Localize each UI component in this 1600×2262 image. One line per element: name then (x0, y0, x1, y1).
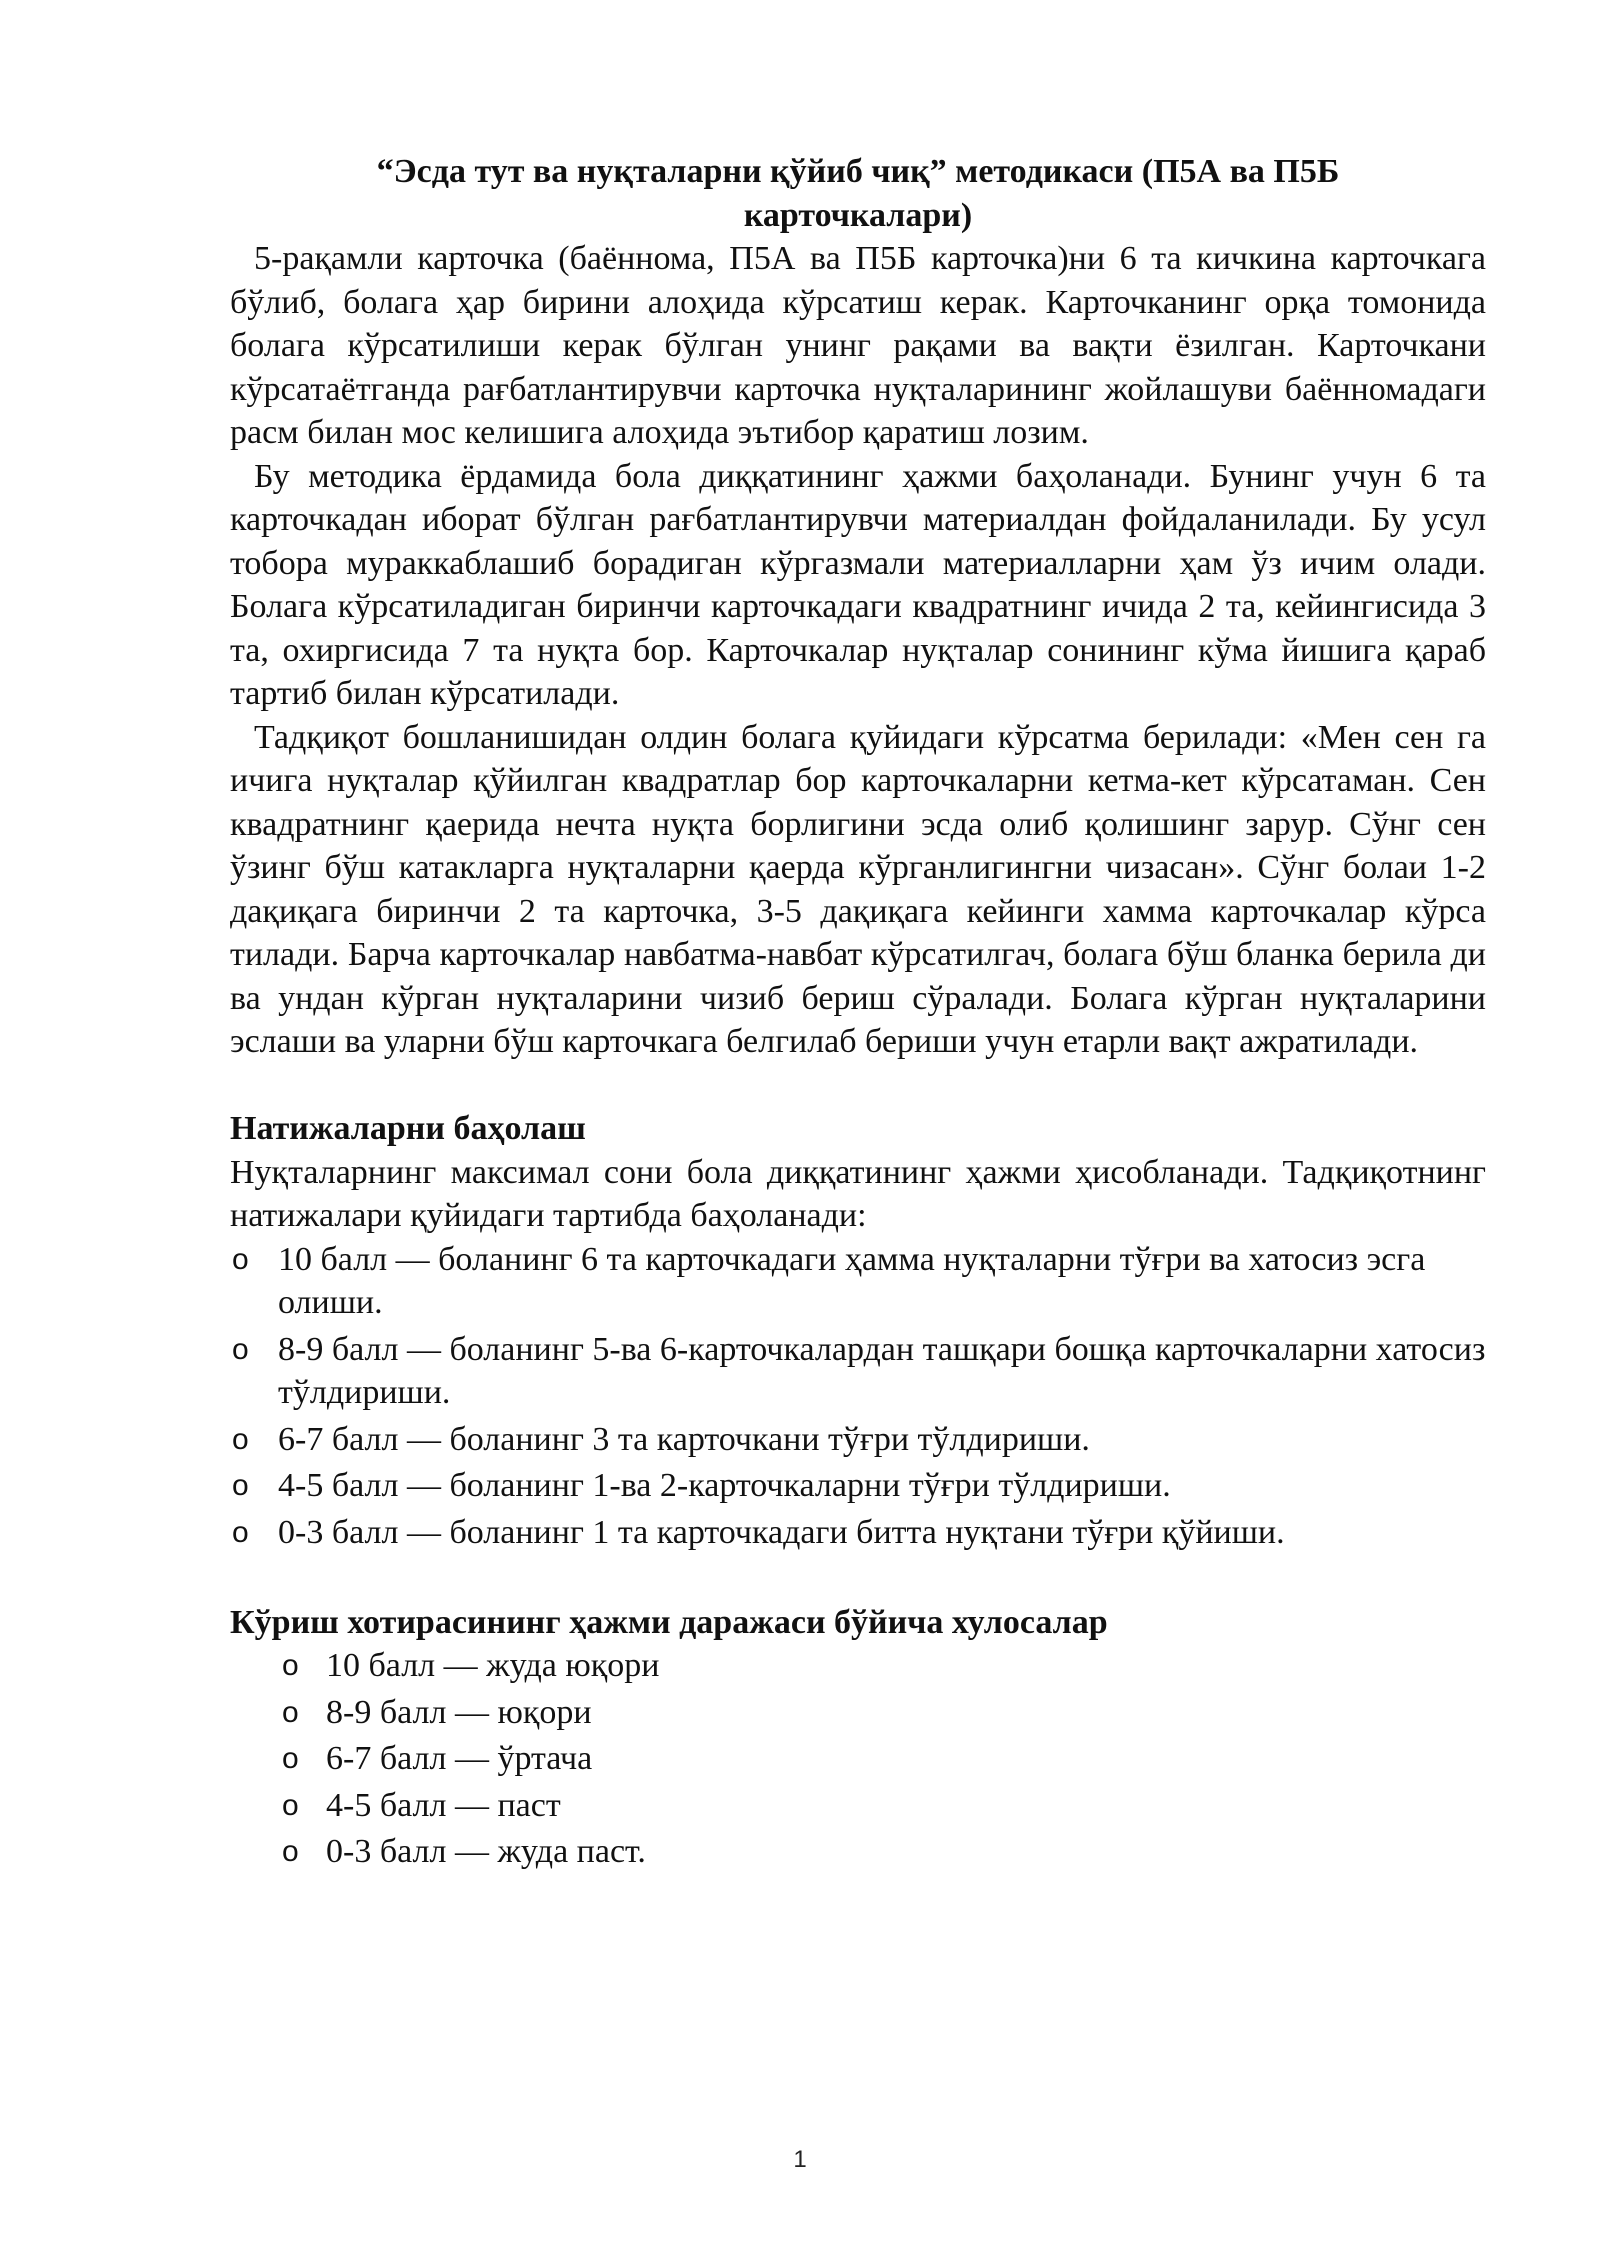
list-item-text: 4-5 балл — паст (326, 1786, 561, 1824)
bullet-marker: o (282, 1695, 299, 1729)
bullet-marker: o (282, 1742, 299, 1775)
conclusions-heading: Кўриш хотирасининг ҳажми даражаси бўйича хулосалар (230, 1603, 1108, 1641)
conclusions-list (230, 1644, 1486, 1874)
page-content (230, 150, 1486, 1877)
list-item (230, 1644, 1486, 1688)
paragraph-2: Бу методика ёрдамида бола диққатининг ҳажми баҳоланади. Бунинг учун 6 та карточкадан иборат бўлган рағбатлантирувчи материалдан фойдаланилади. Бу усул тобора мураккаблашиб борадиган кўргазмали материалларни ҳам ўз ичим олади. Болага кўрсатиладиган биринчи карточкадаги квадратнинг ичида 2 та, кейингисида 3 та, охиргисида 7 та нуқта бор. Карточкалар нуқталар сонининг кўма йишига қараб тартиб билан кўрсатилади. (230, 457, 1486, 712)
list-item-text: 8-9 балл — юқори (326, 1693, 592, 1731)
list-item-text: 8-9 балл — боланинг 5-ва 6-карточкалардан ташқари бошқа карточкаларни хатосиз тўлдириши. (278, 1330, 1486, 1411)
list-item-text: 4-5 балл — боланинг 1-ва 2-карточкаларни тўғри тўлдириши. (278, 1467, 1171, 1504)
results-intro: Нуқталарнинг максимал сони бола диққатининг ҳажми ҳисобланади. Тадқиқотнинг натижалари қуйидаги тартибда баҳоланади: (230, 1153, 1486, 1234)
bullet-marker: o (232, 1422, 249, 1456)
bullet-marker: o (232, 1332, 249, 1366)
list-item (230, 1511, 1486, 1555)
list-item-text: 0-3 балл — боланинг 1 та карточкадаги битта нуқтани тўғри қўйиши. (278, 1513, 1285, 1551)
list-item (230, 1691, 1486, 1735)
section-spacer (230, 1557, 1486, 1601)
list-item (230, 1238, 1486, 1325)
page-number: 1 (793, 2146, 807, 2173)
document-title: “Эсда тут ва нуқталарни қўйиб чиқ” методикаси (П5А ва П5Б карточкалари) (376, 153, 1340, 234)
list-item-text: 0-3 балл — жуда паст. (326, 1833, 646, 1870)
bullet-marker: o (282, 1788, 299, 1822)
list-item-text: 10 балл — жуда юқори (326, 1647, 660, 1684)
list-item (230, 1418, 1486, 1462)
list-item (230, 1830, 1486, 1874)
bullet-marker: o (282, 1649, 299, 1682)
bullet-marker: o (232, 1242, 249, 1276)
results-heading: Натижаларни баҳолаш (230, 1110, 586, 1147)
section-spacer (230, 1064, 1486, 1108)
list-item-text: 6-7 балл — боланинг 3 та карточкани тўғри тўлдириши. (278, 1420, 1090, 1458)
paragraph-1: 5-рақамли карточка (баённома, П5А ва П5Б карточка)ни 6 та кичкина карточкага бўлиб, болага ҳар бирини алоҳида кўрсатиш керак. Карточканинг орқа томонида болага кўрсатилиши керак бўлган унинг рақами ва вақти ёзилган. Карточкани кўрсатаётганда рағбатлантирувчи карточка нуқталарининг жойлашуви баённомадаги расм билан мос келишига алоҳида эътибор қаратиш лозим. (230, 240, 1486, 451)
list-item-text: 10 балл — боланинг 6 та карточкадаги ҳамма нуқталарни тўғри ва хатосиз эсга олиши. (278, 1240, 1426, 1321)
list-item (230, 1464, 1486, 1508)
bullet-marker: o (282, 1835, 299, 1868)
paragraph-3: Тадқиқот бошланишидан олдин болага қуйидаги кўрсатма берилади: «Мен сен га ичига нуқталар қўйилган квадратлар бор карточкаларни кетма-кет кўрсатаман. Сен квадратнинг қаерида нечта нуқта борлигини эсда олиб қолишинг зарур. Сўнг сен ўзинг бўш катакларга нуқталарни қаерда кўрганлигингни чизасан». Сўнг болаи 1-2 дақиқага биринчи 2 та карточка, 3-5 дақиқага кейинги хамма карточкалар кўрса тилади. Барча карточкалар навбатма-навбат кўрсатилгач, болага бўш бланка берила ди ва ундан кўрган нуқталарини чизиб бериш сўралади. Болага кўрган нуқталарини эслаши ва уларни бўш карточкага белгилаб бериши учун етарли вақт ажратилади. (230, 718, 1486, 1060)
list-item (230, 1737, 1486, 1781)
results-list (230, 1238, 1486, 1555)
bullet-marker: o (232, 1469, 249, 1502)
list-item (230, 1328, 1486, 1415)
bullet-marker: o (232, 1515, 249, 1549)
list-item (230, 1784, 1486, 1828)
list-item-text: 6-7 балл — ўртача (326, 1740, 593, 1777)
